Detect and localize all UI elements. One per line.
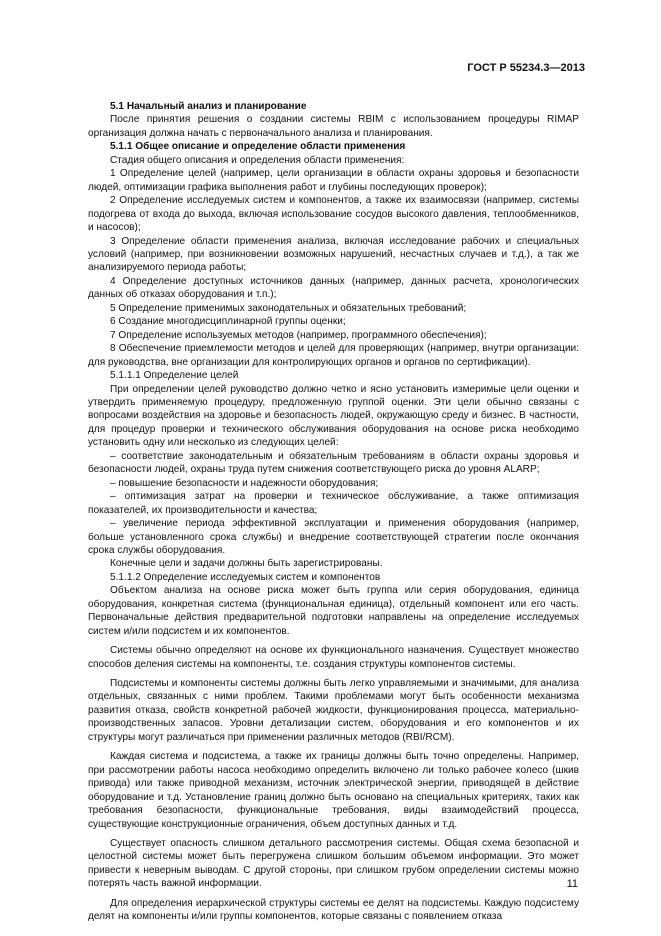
section-heading-5-1: 5.1 Начальный анализ и планирование <box>110 101 307 112</box>
paragraph: Для определения иерархической структуры системы ее делят на подсистемы. Каждую подсистему делят на компоненты и/или группы компонентов, которые связаны с появлением отказа <box>88 897 579 923</box>
paragraph: Существует опасность слишком детального рассмотрения системы. Общая схема безопасной и целостной системы может быть перегружена слишком большим объемом информации. Это может привести к неверным выводам. С другой стороны, при слишком грубом определении системы можно потерять часть важной информации. <box>88 838 579 890</box>
list-item: 1 Определение целей (например, цели организации в области охраны здоровья и безопасности людей, оптимизации графика выполнения работ и глубины последующих проверок); <box>88 168 579 193</box>
paragraph: Каждая система и подсистема, а также их границы должны быть точно определены. Например, при рассмотрении работы насоса необходимо определить включено ли только рабочее колесо (шкив привода) или также приводной механизм, источник электрической энергии, приводящей в действие оборудование и т.д. Установление границ должно быть основано на специальных критериях, таких как требования безопасности, функциональные требования, виды взаимодействий процесса, существующие конструкционные ограничения, объем доступных данных и т.д. <box>88 751 579 830</box>
page-body <box>88 100 579 924</box>
list-item: – увеличение периода эффективной эксплуатации и применения оборудования (например, больше установленного срока службы) и внедрение соответствующей стратегии после окончания срока службы оборудования. <box>88 518 579 556</box>
list-item: 7 Определение используемых методов (например, программного обеспечения); <box>110 329 487 341</box>
list-item: 5 Определение применимых законодательных и обязательных требований; <box>110 302 467 314</box>
paragraph: Системы обычно определяют на основе их функционального назначения. Существует множество способов деления системы на компоненты, т.е. создания структуры компонентов системы. <box>88 645 579 670</box>
paragraph: После принятия решения о создании системы RBIM с использованием процедуры RIMAP организация должна начать с первоначального анализа и планирования. <box>88 114 579 139</box>
subsection-heading-5-1-1-1: 5.1.1.1 Определение целей <box>110 370 239 382</box>
list-item: 4 Определение доступных источников данных (например, данных расчета, хронологических данных об отказах оборудования и т.п.); <box>88 275 579 301</box>
paragraph: При определении целей руководство должно четко и ясно установить измеримые цели оценки и утвердить применяемую процедуру, предложенную группой оценки. Эти цели обычно связаны с вопросами воздействия на здоровье и безопасность людей, окружающую среду и бизнес. В частности, для процедур проверки и технического обслуживания оборудования на основе риска необходимо установить одну или несколько из следующих целей: <box>88 383 579 449</box>
page-number: 11 <box>566 878 578 890</box>
list-item: – оптимизация затрат на проверки и техническое обслуживание, а также оптимизация показателей, их производительности и качества; <box>88 491 579 516</box>
list-item: 2 Определение исследуемых систем и компонентов, а также их взаимосвязи (например, системы подогрева от входа до выхода, включая использование сосудов высокого давления, теплообменников, и насосов); <box>88 195 579 234</box>
paragraph: Объектом анализа на основе риска может быть группа или серия оборудования, единица оборудования, конкретная система (функциональная единица), отдельный компонент или его часть. Первоначальные действия предварительной подготовки направлены на определение исследуемых систем и/или подсистем и их компонентов. <box>88 585 579 637</box>
list-item: 3 Определение области применения анализа, включая исследование рабочих и специальных условий (например, при возникновении возможных нарушений, несчастных случаев и т.д.), а так же анализируемого периода работы; <box>88 235 579 274</box>
subsection-heading-5-1-1-2: 5.1.1.2 Определение исследуемых систем и компонентов <box>110 571 381 583</box>
paragraph: Подсистемы и компоненты системы должны быть легко управляемыми и значимыми, для анализа отдельных, связанных с ними проблем. Такими проблемами могут быть особенности механизма развития отказа, свойств конкретной рабочей жидкости, функционирования процесса, материально-производственных запасов. Уровни детализации систем, оборудования и его компонентов и их структуры могут различаться при применении различных методов (RBI/RCM). <box>88 678 579 743</box>
list-item: – соответствие законодательным и обязательным требованиям в области охраны здоровья и безопасности людей, охраны труда путем снижения соответствующего риска до уровня ALARP; <box>88 450 579 476</box>
document-id-header: ГОСТ Р 55234.3—2013 <box>467 62 585 74</box>
list-item: 6 Создание многодисциплинарной группы оценки; <box>110 316 346 328</box>
list-item: – повышение безопасности и надежности оборудования; <box>110 477 379 489</box>
paragraph: Конечные цели и задачи должны быть зарегистрированы. <box>110 558 383 570</box>
section-heading-5-1-1: 5.1.1 Общее описание и определение области применения <box>110 141 406 153</box>
paragraph: Стадия общего описания и определения области применения: <box>110 154 405 166</box>
list-item: 8 Обеспечение приемлемости методов и целей для проверяющих (например, внутри организации: для руководства, вне организации для контролирующих органов и органов по сертификации). <box>88 343 579 368</box>
